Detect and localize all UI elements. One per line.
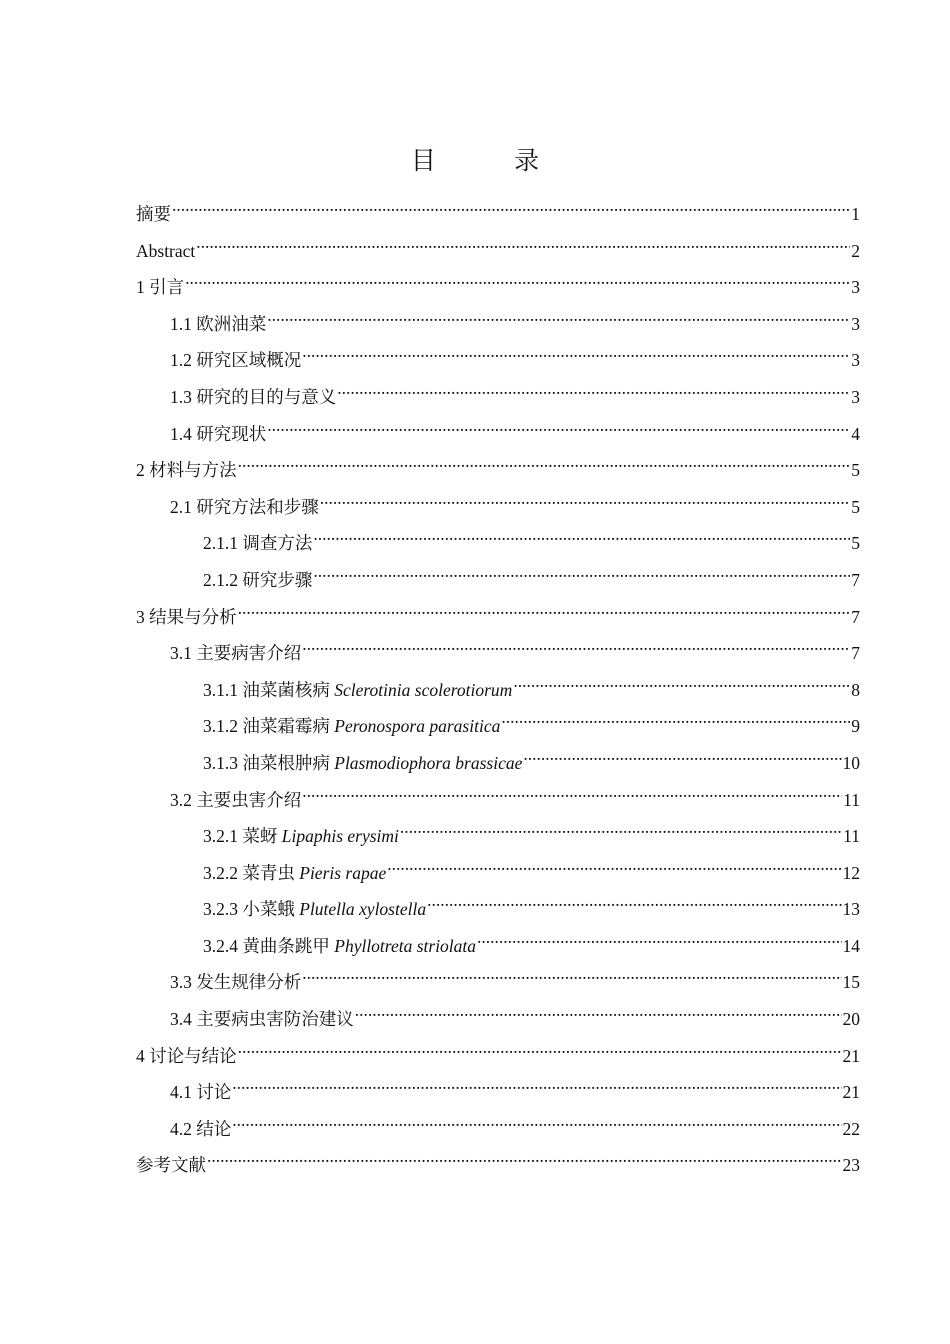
dot-leader: [232, 1081, 841, 1099]
toc-entry-label: 3.4 主要病虫害防治建议: [170, 1009, 354, 1030]
toc-page-number: 7: [851, 569, 860, 590]
toc-entry-label: 3.2.3 小菜蛾 Plutella xylostella: [203, 899, 427, 920]
dot-leader: [238, 1044, 842, 1062]
scientific-name: Lipaphis erysimi: [281, 826, 399, 847]
toc-entry[interactable]: [136, 672, 860, 709]
dot-leader: [355, 1008, 842, 1026]
toc-entry-label: 3.3 发生规律分析: [170, 972, 302, 993]
toc-entry-label: 3.1 主要病害介绍: [170, 643, 302, 664]
toc-entry-label: 3.1.2 油菜霜霉病 Peronospora parasitica: [203, 716, 501, 737]
toc-page-number: 13: [842, 899, 860, 920]
toc-page-number: 3: [851, 277, 860, 298]
dot-leader: [302, 971, 841, 989]
dot-leader: [400, 825, 842, 843]
scientific-name: Phyllotreta striolata: [334, 935, 477, 956]
toc-page-number: 4: [851, 423, 860, 444]
toc-entry-label: 2.1 研究方法和步骤: [170, 496, 319, 517]
dot-leader: [267, 422, 850, 440]
toc-entry-label: 3.2.1 菜蚜 Lipaphis erysimi: [203, 826, 399, 847]
toc-entry[interactable]: [136, 1001, 860, 1038]
toc-page-number: 7: [851, 643, 860, 664]
toc-entry[interactable]: [136, 599, 860, 636]
toc-page-number: 21: [842, 1082, 860, 1103]
dot-leader: [523, 751, 841, 769]
toc-entry[interactable]: [136, 233, 860, 270]
toc-page-number: 1: [851, 204, 860, 224]
dot-leader: [313, 568, 850, 586]
toc-page-number: 20: [842, 1009, 860, 1030]
dot-leader: [207, 1154, 842, 1172]
toc-entry[interactable]: [136, 1074, 860, 1111]
dot-leader: [232, 1117, 841, 1135]
toc-page-number: 21: [842, 1045, 860, 1066]
toc-entry-label: 1.1 欧洲油菜: [170, 313, 267, 334]
toc-entry[interactable]: [136, 416, 860, 453]
toc-entry[interactable]: [136, 782, 860, 819]
dot-leader: [185, 276, 850, 294]
dot-leader: [513, 678, 850, 696]
dot-leader: [302, 349, 850, 367]
scientific-name: Plutella xylostella: [299, 899, 427, 920]
toc-page-number: 9: [851, 716, 860, 737]
toc-page-number: 5: [851, 496, 860, 517]
toc-entry[interactable]: [136, 489, 860, 526]
toc-page-number: 8: [851, 679, 860, 700]
scientific-name: Pieris rapae: [299, 862, 387, 883]
toc-entry[interactable]: [136, 891, 860, 928]
toc-entry-label: 1 引言: [136, 277, 185, 298]
toc-entry-label: 2.1.1 调查方法: [203, 533, 313, 554]
dot-leader: [302, 788, 842, 806]
toc-entry-label: 摘要: [136, 204, 171, 224]
toc-page-number: 11: [843, 826, 860, 847]
toc-entry[interactable]: [136, 1111, 860, 1148]
dot-leader: [387, 861, 841, 879]
toc-entry[interactable]: [136, 928, 860, 965]
toc-entry[interactable]: [136, 269, 860, 306]
toc-entry[interactable]: [136, 379, 860, 416]
toc-title: 目 录: [410, 148, 576, 175]
dot-leader: [196, 239, 850, 257]
toc-entry-label: 2 材料与方法: [136, 460, 237, 481]
toc-entry-label: 3.2.2 菜青虫 Pieris rapae: [203, 862, 387, 883]
scientific-name: Sclerotinia scolerotiorum: [334, 679, 513, 700]
toc-entry[interactable]: [136, 342, 860, 379]
toc-page-number: 5: [851, 533, 860, 554]
toc-entry[interactable]: [136, 306, 860, 343]
toc-page-number: 5: [851, 460, 860, 481]
dot-leader: [337, 385, 850, 403]
toc-page-number: 7: [851, 606, 860, 627]
toc-entry[interactable]: [136, 818, 860, 855]
toc-entry-label: 1.3 研究的目的与意义: [170, 386, 337, 407]
toc-page-number: 2: [851, 240, 860, 261]
toc-entry[interactable]: [136, 1038, 860, 1075]
toc-entry[interactable]: [136, 855, 860, 892]
toc-entry-label: 3.2 主要虫害介绍: [170, 789, 302, 810]
toc-entry-label: Abstract: [136, 240, 196, 261]
toc-entry-label: 3 结果与分析: [136, 606, 237, 627]
toc-entry[interactable]: [136, 708, 860, 745]
dot-leader: [267, 312, 850, 330]
dot-leader: [320, 495, 851, 513]
toc-entry-label: 3.2.4 黄曲条跳甲 Phyllotreta striolata: [203, 935, 477, 956]
toc-entry-label: 1.2 研究区域概况: [170, 350, 302, 371]
toc-page-number: 3: [851, 386, 860, 407]
toc-entry[interactable]: [136, 635, 860, 672]
toc-page-number: 23: [842, 1155, 860, 1176]
dot-leader: [302, 642, 850, 660]
dot-leader: [172, 203, 850, 221]
dot-leader: [238, 605, 851, 623]
toc-entry-label: 4.2 结论: [170, 1118, 232, 1139]
toc-page-number: 3: [851, 350, 860, 371]
toc-page-number: 3: [851, 313, 860, 334]
toc-entry-label: 2.1.2 研究步骤: [203, 569, 313, 590]
toc-entry[interactable]: [136, 562, 860, 599]
toc-entry-label: 3.1.1 油菜菌核病 Sclerotinia scolerotiorum: [203, 679, 513, 700]
scientific-name: Peronospora parasitica: [334, 716, 501, 737]
toc-entry-label: 4 讨论与结论: [136, 1045, 237, 1066]
toc-entry[interactable]: [136, 1147, 860, 1184]
dot-leader: [501, 715, 850, 733]
dot-leader: [238, 459, 851, 477]
toc-entry-label: 3.1.3 油菜根肿病 Plasmodiophora brassicae: [203, 752, 523, 773]
toc-entry[interactable]: [136, 452, 860, 489]
toc-page-number: 15: [842, 972, 860, 993]
toc-page-number: 14: [842, 935, 860, 956]
toc-entry-label: 4.1 讨论: [170, 1082, 232, 1103]
dot-leader: [427, 898, 841, 916]
toc-entry[interactable]: [136, 525, 860, 562]
scientific-name: Plasmodiophora brassicae: [334, 752, 523, 773]
toc-entry-label: 参考文献: [136, 1155, 206, 1176]
dot-leader: [477, 934, 841, 952]
toc-entry[interactable]: [136, 196, 860, 233]
toc-entry[interactable]: [136, 745, 860, 782]
table-of-contents: [136, 196, 860, 1184]
toc-entry[interactable]: [136, 964, 860, 1001]
dot-leader: [313, 532, 850, 550]
toc-page-number: 10: [842, 752, 860, 773]
toc-page-number: 12: [842, 862, 860, 883]
toc-page-number: 11: [843, 789, 860, 810]
toc-page-number: 22: [842, 1118, 860, 1139]
toc-entry-label: 1.4 研究现状: [170, 423, 267, 444]
